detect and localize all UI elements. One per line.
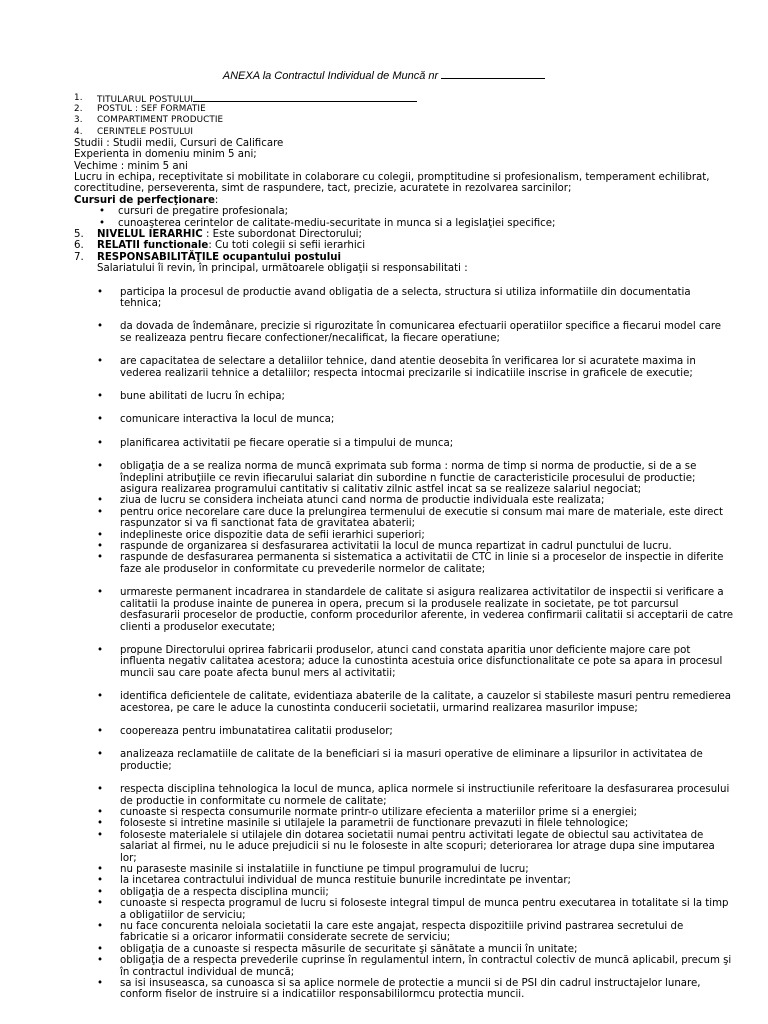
bullet-icon: • [97,725,104,737]
responsibility-item [74,495,734,506]
responsibility-item [74,552,734,575]
responsibility-item [74,587,734,633]
section-label: NIVELUL IERARHIC [97,229,203,240]
responsibility-text: obligaţia de a se realiza norma de muncă exprimata sub forma : norma de timp si norma de productie, si de a se îndeplini atribuţiile ce revin ifiecarului salariat din subordine n functie de caracteristicile procesului de productie; asigura realizarea programului cantitativ si calitativ zilnic astfel incat sa se realizeze salariul negociat; [120,461,697,496]
responsibility-text: da dovada de îndemânare, precizie si rigurozitate în comunicarea efectuarii operatiilor specifice a fiecarui model care se realizeaza pentru fiecare confectioner/necalificat, la fiecare operatiune; [120,321,722,344]
responsibility-text: are capacitatea de selectare a detaliilor tehnice, dand atentie deosebita în verificarea lor si acuratete maxima in vederea realizarii tehnice a detaliilor; respecta intocmai precizarile si indicatiile inscrise in graficele de executie; [120,356,696,379]
annex-title-text: ANEXA la Contractul Individual de Muncă nr [222,70,439,82]
heading-number: 2. [74,104,83,115]
requirement-line: Lucru in echipa, receptivitate si mobilitate in colaborare cu colegii, promptitudine si profesionalism, temperament echilibrat, [74,171,710,183]
responsibility-item [74,898,734,921]
responsibility-text: comunicare interactiva la locul de munca; [120,414,335,426]
responsibility-text: obligaţia de a respecta disciplina muncii; [120,886,329,898]
section-7 [74,252,734,263]
responsibility-item [74,645,734,679]
bullet-icon: • [97,784,104,796]
training-item-text: cursuri de pregatire profesionala; [118,206,289,218]
heading-2 [74,104,734,115]
bullet-icon: • [97,943,104,955]
training-heading-colon: : [214,194,219,206]
responsibility-item [74,864,734,875]
requirement-line: Experienta in domeniu minim 5 ani; [74,149,257,161]
section-label: RELATII functionale [97,240,209,252]
bullet-icon: • [97,506,104,518]
bullet-icon: • [97,461,104,473]
bullet-icon: • [97,529,104,541]
responsibility-item [74,530,734,541]
bullet-icon: • [97,587,104,599]
responsibility-text: cunoaste si respecta programul de lucru si foloseste integral timpul de munca pentru executarea in totalitate si la timp a obligatiilor de serviciu; [120,898,729,921]
bullet-icon: • [97,955,104,967]
section-text: : Este subordonat Directorului; [202,229,362,240]
responsibility-item [74,887,734,898]
responsibility-text: nu face concurenta neloiala societatii la care este angajat, respecta dispozitiile privind pastrarea secretului de fabricatie si a oricaror informatii considerate secrete de serviciu; [120,921,684,944]
section-6 [74,240,734,251]
responsibility-text: coopereaza pentru imbunatatirea calitatii produselor; [120,725,393,737]
training-item [74,218,734,229]
responsibility-text: participa la procesul de productie avand obligatia de a selecta, structura si utiliza informatiile din documentatia tehnica; [120,286,691,309]
responsibility-text: cunoaste si respecta consumurile normate printr-o utilizare efecienta a materiilor prime si a energiei; [120,806,638,818]
responsibility-item [74,356,734,379]
training-heading-label: Cursuri de perfecţionare [74,194,215,206]
bullet-icon: • [97,414,104,426]
responsibility-item [74,391,734,402]
section-5 [74,229,734,240]
bullet-icon: • [97,875,104,887]
responsibility-text: ziua de lucru se considera incheiata atunci cand norma de productie individuala este realizata; [120,495,605,507]
heading-number: 3. [74,115,83,126]
responsibilities-list [74,287,734,1001]
heading-label: CERINTELE POSTULUI [97,126,194,137]
section-text: : Cu toti colegii si sefii ierarhici [208,240,366,252]
responsibility-text: respecta disciplina tehnologica la locul de munca, aplica normele si instructiunile referitoare la desfasurarea procesului de productie in conformitate cu normele de calitate; [120,784,730,807]
responsibility-text: nu paraseste masinile si instalatiile in functiune pe timpul programului de lucru; [120,864,529,876]
requirement-line: Vechime : minim 5 ani [74,160,188,172]
bullet-icon: • [99,206,106,218]
bullet-icon: • [97,898,104,910]
heading-label: TITULARUL POSTULUI [97,95,194,105]
responsibility-item [74,830,734,864]
heading-label: POSTUL : SEF FORMATIE [97,104,206,115]
heading-label: COMPARTIMENT PRODUCTIE [97,115,224,126]
heading-1 [74,93,734,104]
responsibility-text: propune Directorului oprirea fabricarii produselor, atunci cand constata aparitia unor deficiente majore care pot influenta negativ calitatea acestora; aduce la cunostinta acestuia orice disfunctionalitate ce pote sa apara in procesul muncii sau care poate afecta bunul mers al activitatii; [120,644,723,679]
bullet-icon: • [97,829,104,841]
responsibility-item [74,287,734,310]
responsibility-text: identifica deficientele de calitate, evidentiaza abaterile de la calitate, a cauzelor si stabileste masuri pentru remedierea acestorea, pe care le aduce la cunostinta conducerii societatii, urmarind realizarea masurilor impuse; [120,691,731,714]
responsibility-item [74,726,734,737]
bullet-icon: • [99,217,106,229]
responsibility-item [74,691,734,714]
fill-in-line [193,93,417,102]
bullet-icon: • [97,391,104,403]
heading-3 [74,115,734,126]
responsibility-text: obligaţia de a respecta prevederile cuprinse în regulamentul intern, în contractul colectiv de muncă aplicabil, precum şi în contractul individual de muncă; [120,955,732,978]
bullet-icon: • [97,541,104,553]
training-heading [74,195,734,206]
responsibility-item [74,438,734,449]
responsibility-item [74,321,734,344]
responsibility-item [74,749,734,772]
bullet-icon: • [97,286,104,298]
responsibility-text: urmareste permanent incadrarea in standardele de calitate si asigura realizarea activitatilor de inspectii si verificare a calitatii la produse inainte de punerea in opera, precum si la produsele realizate in societate, pe tot parcursul desfasurarii proceselor de productie, conform procedurilor aferente, in vederea confirmarii calitatii si acceptarii de catre clienti a produselor executate; [120,587,734,633]
bullet-icon: • [97,644,104,656]
responsibility-item [74,818,734,829]
responsibility-item [74,978,734,1001]
responsibility-text: bune abilitati de lucru în echipa; [120,391,285,403]
bullet-icon: • [97,552,104,564]
heading-4 [74,127,734,138]
training-item-text: cunoaşterea cerintelor de calitate-mediu-securitate in munca si a legislaţiei specifice; [118,217,556,229]
responsibility-text: indeplineste orice dispozitie data de sefii ierarhici superiori; [120,529,425,541]
responsibility-text: foloseste si intretine masinile si utilajele la parametrii de functionare prevazuti in filele tehnologice; [120,818,629,830]
contract-number-blank [441,68,545,79]
bullet-icon: • [97,321,104,333]
responsibility-text: pentru orice necorelare care duce la prelungirea termenului de executie si consum mai mare de materiale, este direct raspunzator si va fi sanctionat fata de gravitatea abaterii; [120,506,723,530]
responsibility-text: raspunde de desfasurarea permanenta si sistematica a activitatii de CTC in linie si a proceselor de inspectie in diferite faze ale produselor in conformitate cu prevederile normelor de calitate; [120,552,724,575]
responsibility-text: analizeaza reclamatiile de calitate de la beneficiari si ia masuri operative de eliminare a lipsurilor in activitatea de productie; [120,749,703,772]
responsibility-text: la incetarea contractului individual de munca restituie bunurile incredintate pe inventar; [120,875,571,887]
section-label: RESPONSABILITĂŢILE ocupantului postului [97,251,341,263]
section-7-intro: Salariatului îi revin, în principal, următoarele obligaţii si responsabilitati : [97,263,468,275]
responsibility-text: planificarea activitatii pe fiecare operatie si a timpului de munca; [120,437,454,449]
responsibility-text: obligaţia de a cunoaste si respecta măsurile de securitate şi sănătate a muncii în unitate; [120,943,578,955]
bullet-icon: • [97,749,104,761]
responsibility-text: raspunde de organizarea si desfasurarea activitatii la locul de munca repartizat in cadrul punctului de lucru. [120,541,672,553]
responsibility-item [74,461,734,495]
bullet-icon: • [97,886,104,898]
heading-number: 4. [74,126,83,137]
responsibility-item [74,944,734,955]
requirement-line: Studii : Studii medii, Cursuri de Calificare [74,137,284,149]
bullet-icon: • [97,806,104,818]
responsibility-item [74,784,734,807]
responsibility-item [74,414,734,425]
bullet-icon: • [97,864,104,876]
bullet-icon: • [97,437,104,449]
section-number: 6. [74,240,84,252]
responsibility-item [74,875,734,886]
bullet-icon: • [97,921,104,933]
document-body [74,93,734,1001]
bullet-icon: • [97,691,104,703]
responsibility-item [74,541,734,552]
heading-number: 1. [74,93,83,103]
responsibility-item [74,955,734,978]
bullet-icon: • [97,356,104,368]
bullet-icon: • [97,978,104,990]
requirement-line: corectitudine, perseverenta, simt de raspundere, tact, precizie, acuratete in rezolvarea sarcinilor; [74,183,572,195]
responsibility-item [74,807,734,818]
responsibility-text: sa isi insuseasca, sa cunoasca si sa aplice normele de protectie a muncii si de PSI din cadrul instructajelor lunare, conform fiselor de instruire si a indicatiilor responsabililormcu protectia muncii. [120,978,701,1001]
section-number: 5. [74,229,84,240]
annex-title [0,68,768,83]
bullet-icon: • [97,818,104,830]
bullet-icon: • [97,495,104,507]
responsibility-item [74,507,734,530]
responsibility-text: foloseste materialele si utilajele din dotarea societatii numai pentru activitati legate de obiectul sau activitatea de salariat al firmei, nu le aduce prejudicii si nu le foloseste in alte scopuri; deteriorarea lor atrage dupa sine imputarea lor; [120,829,715,864]
training-item [74,206,734,217]
section-number: 7. [74,251,84,263]
responsibility-item [74,921,734,944]
